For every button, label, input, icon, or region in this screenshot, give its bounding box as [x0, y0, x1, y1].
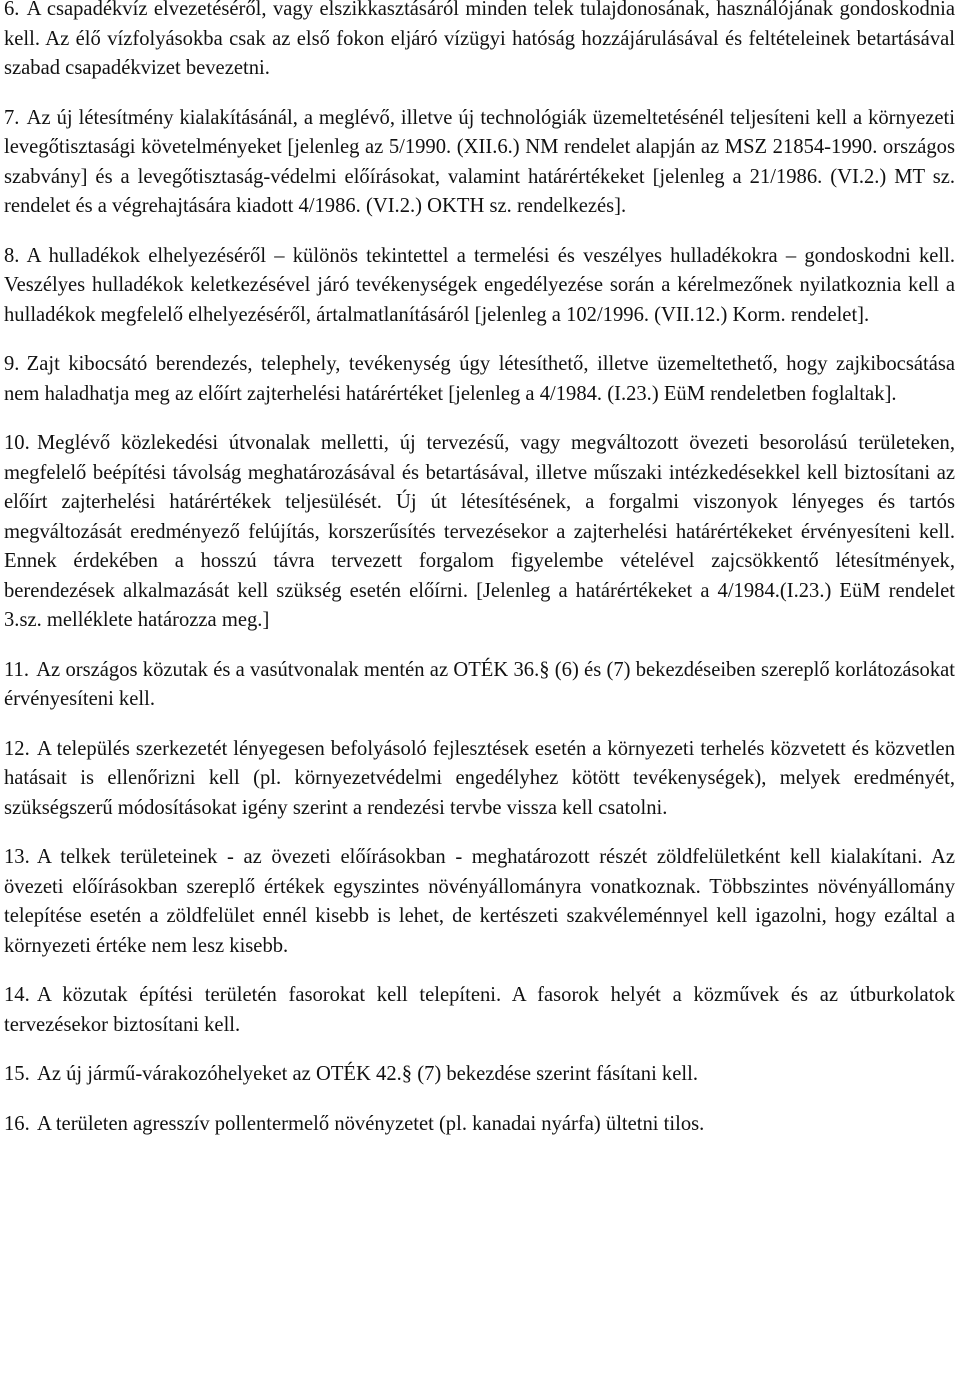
paragraph-number: 11.: [4, 658, 29, 681]
document-page: [4, 0, 955, 1139]
paragraph-14: [4, 981, 955, 1040]
paragraph-number: 13.: [4, 846, 30, 868]
paragraph-9: [4, 350, 955, 409]
paragraph-text: A csapadékvíz elvezetéséről, vagy elszikkasztásáról minden telek tulajdonosának, használójának gondoskodnia kell. Az élő vízfolyásokba csak az első fokon eljáró vízügyi hatóság hozzájárulásával és feltételeinek betartásával szabad csapadékvizet bevezetni.: [4, 0, 955, 79]
paragraph-number: 8.: [4, 244, 20, 267]
paragraph-15: [4, 1060, 955, 1090]
paragraph-6: [4, 0, 955, 84]
paragraph-number: 12.: [4, 737, 30, 760]
paragraph-text: Zajt kibocsátó berendezés, telephely, tevékenység úgy létesíthető, illetve üzemeltethető, hogy zajkibocsátása nem haladhatja meg az előírt zajterhelési határértéket [jelenleg a 4/1984. (I.23.) EüM rendeletben foglaltak].: [4, 353, 955, 405]
paragraph-text: Meglévő közlekedési útvonalak melletti, új tervezésű, vagy megváltozott övezeti besorolású területeken, megfelelő beépítési távolság meghatározásával és betartásával, illetve műszaki intézkedésekkel kell biztosítani az előírt zajterhelési határértékek teljesülését. Új út létesítésének, a forgalmi viszonyok lényeges és tartós megváltozását eredményező felújítás, korszerűsítés tervezésekor a zajterhelési határértékeket érvényesíteni kell. Ennek érdekében a hosszú távra tervezett forgalom figyelembe vételével zajcsökkentő létesítmények, berendezések alkalmazását kell szükség esetén előírni. [Jelenleg a határértékeket a 4/1984.(I.23.) EüM rendelet 3.sz. melléklete határozza meg.]: [4, 432, 955, 631]
paragraph-text: A területen agresszív pollentermelő növényzetet (pl. kanadai nyárfa) ültetni tilos.: [36, 1112, 705, 1135]
paragraph-number: 6.: [4, 0, 20, 20]
paragraph-text: A telkek területeinek - az övezeti előírásokban - meghatározott részét zöldfelületként kell kialakítani. Az övezeti előírásokban szereplő értékek egyszintes növényállományra vonatkoznak. Többszintes növényállomány telepítése esetén a zöldfelület ennél kisebb is lehet, de kertészeti szakvéleménnyel kell igazolni, hogy ezáltal a környezeti értéke nem lesz kisebb.: [4, 846, 955, 957]
paragraph-number: 9.: [4, 353, 20, 375]
paragraph-text: Az országos közutak és a vasútvonalak mentén az OTÉK 36.§ (6) és (7) bekezdéseiben szereplő korlátozásokat érvényesíteni kell.: [4, 658, 955, 710]
paragraph-8: [4, 242, 955, 331]
paragraph-13: [4, 843, 955, 961]
paragraph-number: 16.: [4, 1112, 30, 1135]
paragraph-7: [4, 104, 955, 222]
paragraph-text: A település szerkezetét lényegesen befolyásoló fejlesztések esetén a környezeti terhelés közvetett és közvetlen hatásait is ellenőrizni kell (pl. környezetvédelmi engedélyhez kötött tevékenységek), melyek eredményét, szükségszerű módosításokat igény szerint a rendezési tervbe vissza kell csatolni.: [4, 737, 955, 819]
paragraph-text: Az új jármű-várakozóhelyeket az OTÉK 42.§ (7) bekezdése szerint fásítani kell.: [36, 1063, 698, 1085]
paragraph-16: [4, 1110, 955, 1140]
paragraph-number: 15.: [4, 1063, 30, 1085]
paragraph-text: A hulladékok elhelyezéséről – különös tekintettel a termelési és veszélyes hulladékokra – gondoskodni kell. Veszélyes hulladékok keletkezésével járó tevékenységek engedélyezése során a kérelmezőnek nyilatkoznia kell a hulladékok megfelelő elhelyezéséről, ártalmatlanításáról [jelenleg a 102/1996. (VII.12.) Korm. rendelet].: [4, 244, 955, 326]
paragraph-number: 7.: [4, 106, 20, 129]
paragraph-number: 14.: [4, 984, 30, 1006]
paragraph-10: [4, 429, 955, 636]
paragraph-11: [4, 656, 955, 715]
paragraph-number: 10.: [4, 432, 30, 454]
paragraph-text: A közutak építési területén fasorokat kell telepíteni. A fasorok helyét a közművek és az útburkolatok tervezésekor biztosítani kell.: [4, 984, 955, 1036]
paragraph-12: [4, 735, 955, 824]
paragraph-text: Az új létesítmény kialakításánál, a meglévő, illetve új technológiák üzemeltetésénél teljesíteni kell a környezeti levegőtisztasági követelményeket [jelenleg az 5/1990. (XII.6.) NM rendelet alapján az MSZ 21854-1990. országos szabvány] és a levegőtisztaság-védelmi előírásokat, valamint határértékeket [jelenleg a 21/1986. (VI.2.) MT sz. rendelet és a végrehajtására kiadott 4/1986. (VI.2.) OKTH sz. rendelkezés].: [4, 106, 955, 217]
